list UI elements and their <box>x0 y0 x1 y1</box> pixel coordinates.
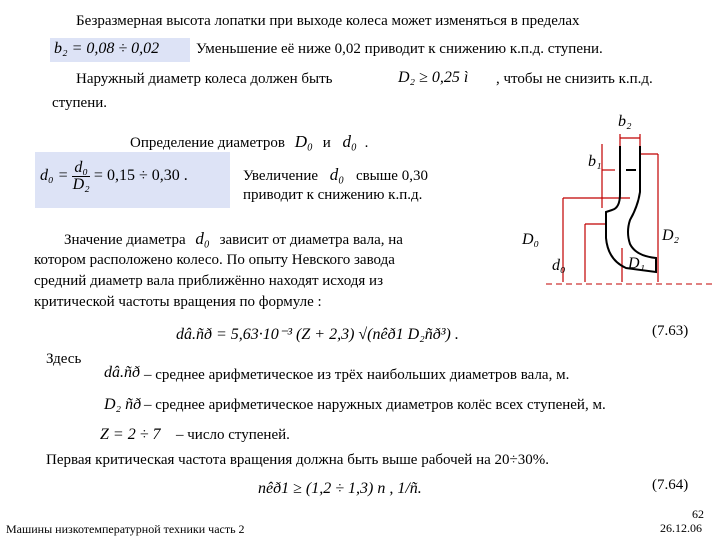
fraction <box>72 160 90 193</box>
label-b1: b₁ <box>588 153 602 170</box>
def2-symbol: D₂ ñð <box>104 396 142 413</box>
fraction-denominator: D₂ <box>72 176 90 193</box>
para2-line1b: , чтобы не снизить к.п.д. <box>496 71 653 87</box>
para4-line2: котором расположено колесо. По опыту Невского завода <box>34 252 395 268</box>
def2-text: – среднее арифметическое наружных диаметров колёс всех ступеней, м. <box>144 397 606 413</box>
eq-number-7-63: (7.63) <box>652 323 689 339</box>
sym-d0: d₀ <box>342 132 357 151</box>
increase-line2: приводит к снижению к.п.д. <box>243 187 423 203</box>
label-b2: b₂ <box>618 113 632 130</box>
para5-line: Первая критическая частота вращения должна быть выше рабочей на 20÷30%. <box>46 452 549 468</box>
heading-text: Определение диаметров <box>130 135 286 151</box>
heading-and: и <box>322 135 331 151</box>
label-D1: D₁ <box>628 255 646 272</box>
increase-text-b: свыше 0,30 <box>355 168 428 184</box>
heading-dot: . <box>364 135 369 151</box>
impeller-blade <box>606 146 656 272</box>
def1-text: – среднее арифметическое из трёх наибольших диаметров вала, м. <box>144 367 570 383</box>
eq-number-7-64: (7.64) <box>652 477 689 493</box>
def3-text: – число ступеней. <box>176 427 290 443</box>
fraction-numerator: d₀ <box>74 159 88 176</box>
formula-d0-ratio <box>40 160 188 193</box>
para4-line1 <box>64 230 403 249</box>
para4-text-b: зависит от диаметра вала, на <box>219 232 403 248</box>
formula-7-64: nêð1 ≥ (1,2 ÷ 1,3) n , 1/ñ. <box>258 480 422 497</box>
date: 26.12.06 <box>660 521 702 535</box>
para4-line4: критической частоты вращения по формуле : <box>34 294 322 310</box>
para4-text-a: Значение диаметра <box>64 232 186 248</box>
para4-line3: средний диаметр вала приближённо находят исходя из <box>34 273 383 289</box>
increase-sym: d₀ <box>329 165 345 184</box>
para1-line2: Уменьшение её ниже 0,02 приводит к снижению к.п.д. ступени. <box>196 41 603 57</box>
formula-7-63: dâ.ñð = 5,63·10⁻³ (Z + 2,3) √(nêð1 D₂ñð³) . <box>176 326 459 343</box>
increase-line1 <box>243 166 428 185</box>
para2-line2: ступени. <box>52 95 108 111</box>
para2-line1a: Наружный диаметр колеса должен быть <box>76 71 333 87</box>
increase-text-a: Увеличение <box>243 168 319 184</box>
formula-b2: b₂ = 0,08 ÷ 0,02 <box>54 40 160 57</box>
label-d0: d₀ <box>552 257 566 274</box>
formula-rhs: = 0,15 ÷ 0,30 . <box>93 167 188 185</box>
here-label: Здесь <box>46 351 82 367</box>
heading-diameters <box>130 133 368 152</box>
label-D2: D₂ <box>662 227 680 244</box>
formula-lhs: d₀ = <box>40 167 69 185</box>
def3-symbol: Z = 2 ÷ 7 <box>100 426 161 443</box>
sym-D0: D₀ <box>294 132 313 151</box>
def1-symbol: dâ.ñð <box>104 364 140 381</box>
impeller-diagram <box>522 110 720 310</box>
footer-title: Машины низкотемпературной техники часть 2 <box>6 522 245 536</box>
label-D0: D₀ <box>522 231 540 248</box>
para4-sym: d₀ <box>195 229 210 248</box>
para1-line1: Безразмерная высота лопатки при выходе колеса может изменяться в пределах <box>76 13 580 29</box>
formula-D2: D₂ ≥ 0,25 ì <box>398 69 469 86</box>
page-number: 62 <box>692 507 704 521</box>
